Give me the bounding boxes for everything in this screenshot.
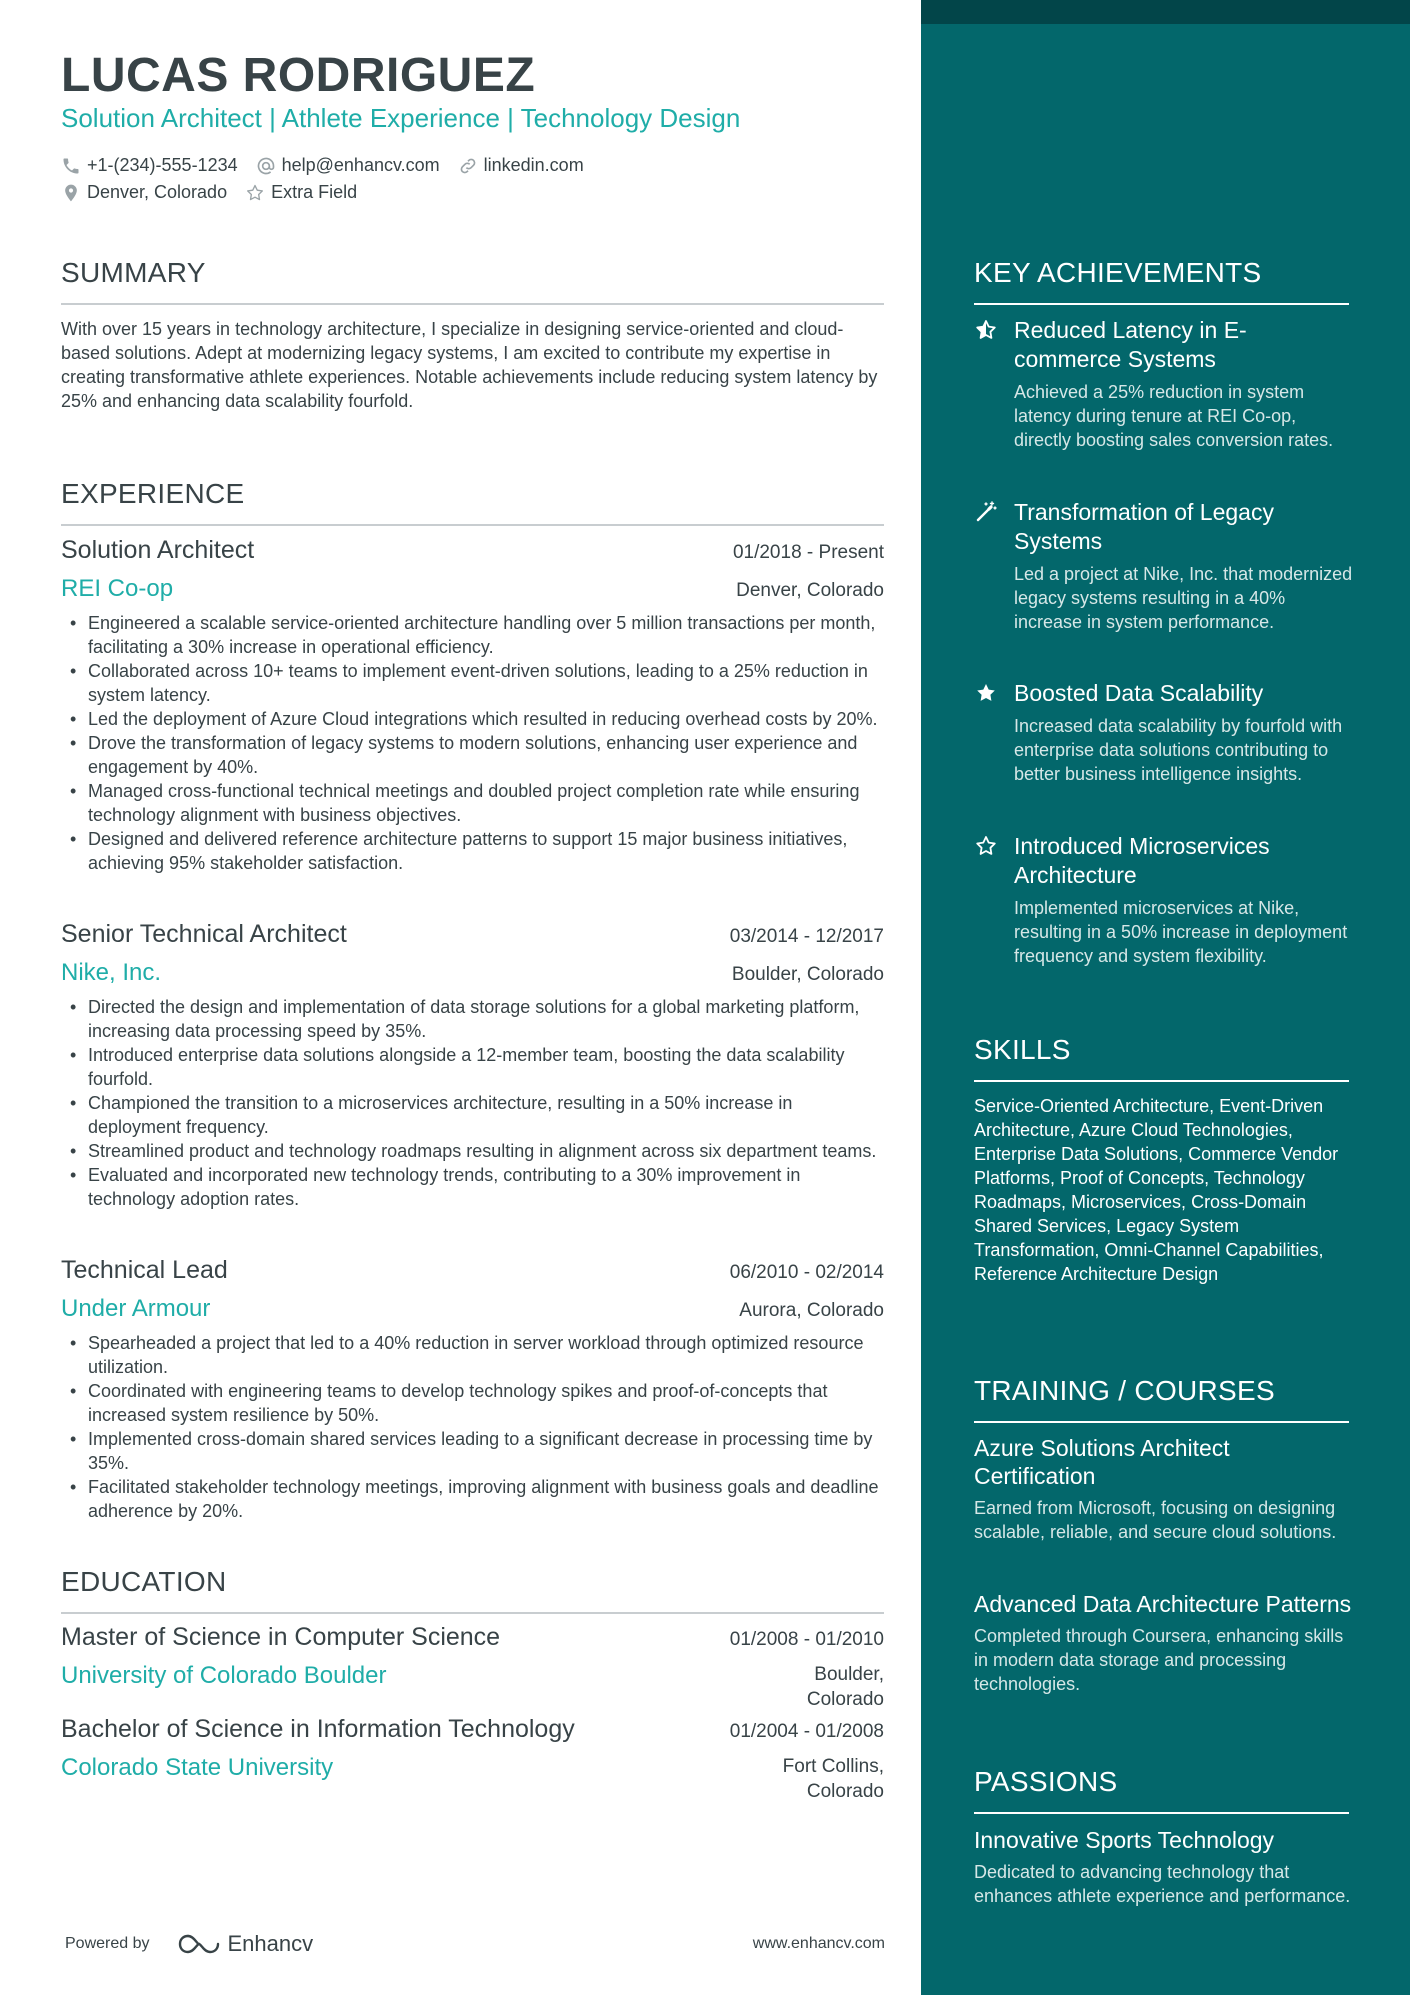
job-role: Senior Technical Architect (61, 920, 347, 948)
job-entry (61, 1256, 884, 1523)
achievement-desc: Increased data scalability by fourfold with enterprise data solutions contributing to better business intelligence insights. (1014, 716, 1343, 784)
job-dates: 06/2010 - 02/2014 (729, 1262, 884, 1283)
training-title: Advanced Data Architecture Patterns (974, 1591, 1352, 1617)
job-bullet: • Designed and delivered reference architecture patterns to support 15 major business initiatives, achieving 95% stakeholder satisfaction. (61, 827, 884, 875)
education-dates: 01/2008 - 01/2010 (729, 1629, 884, 1650)
job-bullet: • Facilitated stakeholder technology meetings, improving alignment with business goals and deadline adherence by 20%. (61, 1475, 884, 1523)
achievement-item (974, 832, 1354, 968)
contact-info (61, 152, 602, 206)
skills-divider (974, 1080, 1349, 1082)
training-heading: TRAINING / COURSES (974, 1375, 1275, 1406)
passions-divider (974, 1812, 1349, 1814)
at-icon (256, 156, 276, 176)
education-entry (61, 1623, 884, 1712)
job-bullet: • Spearheaded a project that led to a 40% reduction in server workload through optimized resource utilization. (61, 1331, 884, 1379)
job-dates: 01/2018 - Present (732, 542, 884, 563)
job-bullet: • Implemented cross-domain shared services leading to a significant decrease in processing time by 35%. (61, 1427, 884, 1475)
job-location: Boulder, Colorado (731, 964, 884, 985)
summary-heading: SUMMARY (61, 257, 206, 288)
achievement-item (974, 498, 1354, 634)
star-filled-icon (974, 681, 998, 705)
training-desc: Earned from Microsoft, focusing on designing scalable, reliable, and secure cloud solutions. (974, 1498, 1337, 1542)
contact-extra (245, 182, 357, 203)
achievement-title: Transformation of Legacy Systems (1014, 499, 1274, 554)
extra-field-text: Extra Field (271, 182, 358, 202)
education-school: University of Colorado Boulder (61, 1662, 387, 1689)
achievement-title: Introduced Microservices Architecture (1014, 833, 1270, 888)
achievement-desc: Achieved a 25% reduction in system latency during tenure at REI Co-op, directly boosting sales conversion rates. (1014, 382, 1334, 450)
job-company: Nike, Inc. (61, 959, 162, 986)
passion-item (974, 1826, 1354, 1908)
passion-title: Innovative Sports Technology (974, 1827, 1275, 1853)
job-bullet: • Engineered a scalable service-oriented architecture handling over 5 million transactions per month, facilitating a 30% increase in operational efficiency. (61, 611, 884, 659)
contact-linkedin[interactable] (458, 155, 584, 176)
star-half-icon (974, 318, 998, 342)
magic-wand-icon (974, 500, 998, 524)
job-bullet: • Directed the design and implementation of data storage solutions for a global marketing platform, increasing data processing speed by 35%. (61, 995, 884, 1043)
star-outline-icon (974, 834, 998, 858)
job-bullet: • Coordinated with engineering teams to develop technology spikes and proof-of-concepts that increased system resilience by 50%. (61, 1379, 884, 1427)
job-dates: 03/2014 - 12/2017 (729, 926, 884, 947)
passion-desc: Dedicated to advancing technology that enhances athlete experience and performance. (974, 1862, 1351, 1906)
achievement-desc: Implemented microservices at Nike, resulting in a 50% increase in deployment frequency and system flexibility. (1014, 898, 1348, 966)
achievement-title: Reduced Latency in E-commerce Systems (1014, 317, 1247, 372)
achievement-item (974, 316, 1354, 452)
job-bullet: • Collaborated across 10+ teams to implement event-driven solutions, leading to a 25% reduction in system latency. (61, 659, 884, 707)
star-outline-icon (245, 183, 265, 203)
achievements-divider (974, 303, 1349, 305)
job-company: Under Armour (61, 1295, 211, 1322)
job-bullet: • Streamlined product and technology roadmaps resulting in alignment across six department teams. (61, 1139, 884, 1163)
job-bullet: • Drove the transformation of legacy systems to modern solutions, enhancing user experience and engagement by 40%. (61, 731, 884, 779)
phone-icon (61, 156, 81, 176)
link-icon (458, 156, 478, 176)
education-dates: 01/2004 - 01/2008 (729, 1721, 884, 1742)
job-bullets (61, 995, 884, 1211)
achievement-item (974, 679, 1354, 786)
training-item (974, 1434, 1354, 1544)
job-bullet: • Championed the transition to a microservices architecture, resulting in a 50% increase in deployment frequency. (61, 1091, 884, 1139)
contact-location (61, 182, 227, 203)
education-entry (61, 1715, 884, 1804)
candidate-title: Solution Architect | Athlete Experience | Technology Design (61, 103, 741, 133)
email-text: help@enhancv.com (281, 155, 440, 175)
training-title: Azure Solutions Architect Certification (974, 1435, 1230, 1489)
location-pin-icon (61, 183, 81, 203)
education-location: Fort Collins, Colorado (782, 1756, 884, 1802)
summary-text: With over 15 years in technology architecture, I specialize in designing service-oriented and cloud-based solutions. Adept at modernizing legacy systems, I am excited to contribute my expertise in creating transformative athlete experiences. Notable achievements include reducing system latency by 25% and enhancing data scalability fourfold. (61, 319, 878, 411)
education-heading: EDUCATION (61, 1566, 227, 1597)
job-entry (61, 920, 884, 1211)
experience-divider (61, 524, 884, 526)
passions-heading: PASSIONS (974, 1766, 1118, 1797)
enhancv-infinity-icon (176, 1932, 222, 1956)
experience-heading: EXPERIENCE (61, 478, 245, 509)
skills-list: Service-Oriented Architecture, Event-Driven Architecture, Azure Cloud Technologies, Enterprise Data Solutions, Commerce Vendor Platforms, Proof of Concepts, Technology Roadmaps, Microservices, Cross-Domain Shared Services, Legacy System Transformation, Omni-Channel Capabilities, Reference Architecture Design (974, 1096, 1339, 1284)
job-bullet: • Led the deployment of Azure Cloud integrations which resulted in reducing overhead costs by 20%. (61, 707, 884, 731)
contact-phone[interactable] (61, 155, 238, 176)
job-bullets (61, 611, 884, 875)
candidate-name: LUCAS RODRIGUEZ (61, 49, 536, 102)
education-degree: Master of Science in Computer Science (61, 1623, 501, 1651)
location-text: Denver, Colorado (87, 182, 228, 202)
training-divider (974, 1421, 1349, 1423)
footer-url[interactable]: www.enhancv.com (752, 1935, 885, 1952)
job-company: REI Co-op (61, 575, 174, 602)
contact-email[interactable] (256, 155, 440, 176)
job-location: Denver, Colorado (736, 580, 884, 601)
job-role: Solution Architect (61, 536, 255, 564)
phone-text: +1-(234)-555-1234 (87, 155, 238, 175)
job-entry (61, 536, 884, 875)
job-bullet: • Introduced enterprise data solutions alongside a 12-member team, boosting the data scalability fourfold. (61, 1043, 884, 1091)
education-divider (61, 1612, 884, 1614)
brand-name: Enhancv (227, 1931, 314, 1956)
education-degree: Bachelor of Science in Information Technology (61, 1715, 575, 1743)
training-item (974, 1590, 1354, 1696)
linkedin-text: linkedin.com (483, 155, 584, 175)
powered-by-label: Powered by (65, 1935, 150, 1952)
achievement-desc: Led a project at Nike, Inc. that modernized legacy systems resulting in a 40% increase in system performance. (1014, 564, 1353, 632)
training-desc: Completed through Coursera, enhancing skills in modern data storage and processing technologies. (974, 1626, 1344, 1694)
skills-heading: SKILLS (974, 1034, 1071, 1065)
job-bullet: • Evaluated and incorporated new technology trends, contributing to a 30% improvement in technology adoption rates. (61, 1163, 884, 1211)
job-location: Aurora, Colorado (739, 1300, 884, 1321)
summary-divider (61, 303, 884, 305)
education-school: Colorado State University (61, 1754, 334, 1781)
sidebar-top-bar (921, 0, 1410, 24)
enhancv-logo[interactable] (176, 1931, 314, 1957)
education-location: Boulder, Colorado (806, 1664, 884, 1710)
achievements-heading: KEY ACHIEVEMENTS (974, 257, 1262, 288)
job-role: Technical Lead (61, 1256, 228, 1284)
footer (65, 1931, 885, 1957)
job-bullets (61, 1331, 884, 1523)
achievement-title: Boosted Data Scalability (1014, 680, 1264, 706)
job-bullet: • Managed cross-functional technical meetings and doubled project completion rate while ensuring technology alignment with business objectives. (61, 779, 884, 827)
